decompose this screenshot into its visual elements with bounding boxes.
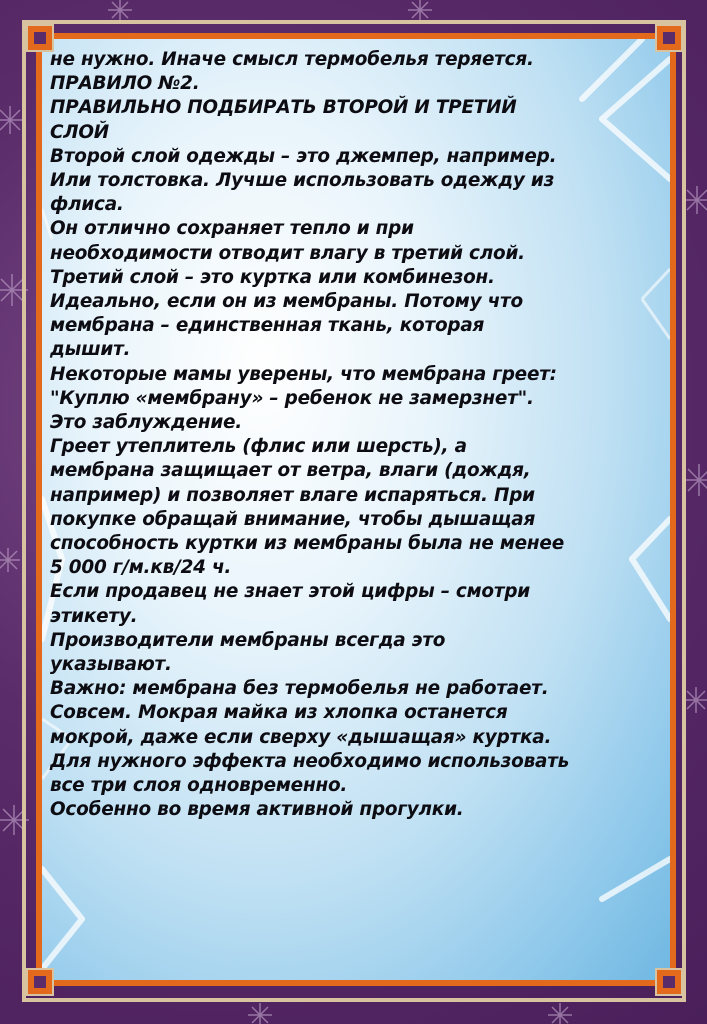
text-line: мембрана – единственная ткань, которая xyxy=(50,315,485,337)
rule-title-heading: ПРАВИЛЬНО ПОДБИРАТЬ ВТОРОЙ И ТРЕТИЙ xyxy=(50,97,517,119)
text-line: флиса. xyxy=(50,194,124,216)
text-line: например) и позволяет влаге испаряться. При xyxy=(50,484,535,506)
text-line: мокрой, даже если сверху «дышащая» куртка. xyxy=(50,726,552,748)
text-line: Это заблуждение. xyxy=(50,412,243,434)
text-line: способность куртки из мембраны была не менее xyxy=(50,533,564,555)
corner-ornament-icon xyxy=(654,967,684,997)
text-line: Важно: мембрана без термобелья не работает. xyxy=(50,678,549,700)
text-line: покупке обращай внимание, чтобы дышащая xyxy=(50,508,536,530)
text-line: 5 000 г/м.кв/24 ч. xyxy=(50,557,232,579)
corner-ornament-icon xyxy=(25,967,55,997)
text-line: Особенно во время активной прогулки. xyxy=(50,799,464,821)
text-line: Если продавец не знает этой цифры – смотри xyxy=(50,581,530,603)
text-line: Совсем. Мокрая майка из хлопка останется xyxy=(50,702,508,724)
text-line: все три слоя одновременно. xyxy=(50,775,348,797)
rule-title-heading: СЛОЙ xyxy=(50,121,109,143)
text-line: Для нужного эффекта необходимо использовать xyxy=(50,750,570,772)
text-line: Производители мембраны всегда это xyxy=(50,629,446,651)
text-line: Греет утеплитель (флис или шерсть), а xyxy=(50,436,467,458)
text-line: Второй слой одежды – это джемпер, например. xyxy=(50,145,557,167)
text-line: указывают. xyxy=(50,654,172,676)
text-line: мембрана защищает от ветра, влаги (дождя, xyxy=(50,460,531,482)
rule-number-heading: ПРАВИЛО №2. xyxy=(50,73,200,95)
text-line: "Куплю «мембрану» – ребенок не замерзнет". xyxy=(50,387,534,409)
text-line: Некоторые мамы уверены, что мембрана греет: xyxy=(50,363,557,385)
text-line: дышит. xyxy=(50,339,131,361)
text-line: Или толстовка. Лучше использовать одежду из xyxy=(50,170,555,192)
article-text xyxy=(50,48,662,823)
text-line: Идеально, если он из мембраны. Потому что xyxy=(50,291,523,313)
text-line: этикету. xyxy=(50,605,138,627)
text-line: Третий слой – это куртка или комбинезон. xyxy=(50,266,495,288)
text-line: необходимости отводит влагу в третий слой. xyxy=(50,242,525,264)
text-line: Он отлично сохраняет тепло и при xyxy=(50,218,414,240)
text-line: не нужно. Иначе смысл термобелья теряется. xyxy=(50,49,534,70)
